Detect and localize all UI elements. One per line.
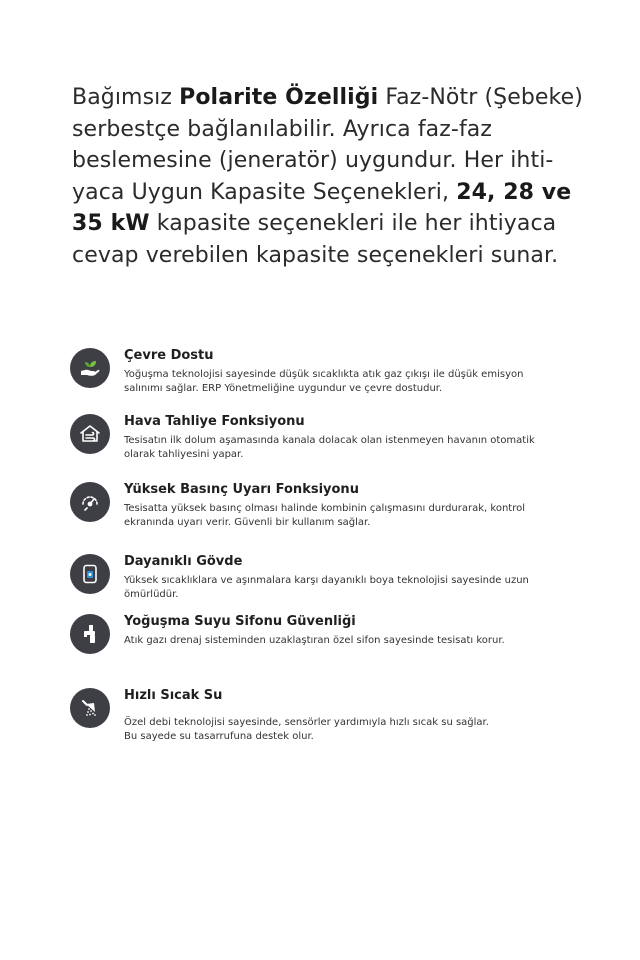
feature-description (124, 434, 604, 462)
feature-description-line: Bu sayede su tasarrufuna destek olur. (124, 731, 314, 742)
intro-line (72, 240, 612, 272)
feature-description-line: ekranında uyarı verir. Güvenli bir kullanım sağlar. (124, 517, 371, 528)
intro-paragraph (72, 82, 612, 271)
feature-title: Hızlı Sıcak Su (124, 688, 223, 703)
intro-bold-text: 35 kW (72, 211, 150, 236)
pressure-gauge-icon (70, 482, 110, 522)
intro-text: kapasite seçenekleri ile her ihtiyaca (149, 211, 557, 236)
feature-description-line: Yoğuşma teknolojisi sayesinde düşük sıcaklıkta atık gaz çıkışı ile düşük emisyon (124, 369, 524, 380)
feature-description (124, 502, 604, 530)
intro-line (72, 82, 612, 114)
feature-description (124, 368, 604, 396)
intro-line (72, 177, 612, 209)
feature-title: Yüksek Basınç Uyarı Fonksiyonu (124, 482, 359, 497)
feature-description-line: olarak tahliyesini yapar. (124, 449, 244, 460)
boiler-body-icon (70, 554, 110, 594)
feature-title: Çevre Dostu (124, 348, 214, 363)
siphon-pipe-icon (70, 614, 110, 654)
house-air-icon (70, 414, 110, 454)
feature-title: Hava Tahliye Fonksiyonu (124, 414, 305, 429)
feature-description-line: Yüksek sıcaklıklara ve aşınmalara karşı dayanıklı boya teknolojisi sayesinde uzun (124, 575, 529, 586)
intro-line (72, 114, 612, 146)
eco-hand-plant-icon (70, 348, 110, 388)
intro-text: cevap verebilen kapasite seçenekleri sunar. (72, 242, 559, 268)
intro-bold-text: Polarite Özelliği (179, 85, 379, 110)
intro-line (72, 208, 612, 240)
feature-description (124, 574, 604, 602)
feature-description-line: Tesisatta yüksek basınç olması halinde kombinin çalışmasını durdurarak, kontrol (124, 503, 525, 514)
feature-title: Dayanıklı Gövde (124, 554, 243, 569)
feature-description-line: ömürlüdür. (124, 589, 179, 600)
intro-text: Faz-Nötr (Şebeke) (378, 85, 583, 110)
intro-text: Bağımsız (72, 85, 180, 110)
feature-description-line: salınımı sağlar. ERP Yönetmeliğine uygundur ve çevre dostudur. (124, 383, 443, 394)
feature-description-line: Atık gazı drenaj sisteminden uzaklaştıran özel sifon sayesinde tesisatı korur. (124, 635, 505, 646)
intro-text: yaca Uygun Kapasite Seçenekleri, (72, 179, 457, 205)
feature-description (124, 716, 604, 744)
shower-head-icon (70, 688, 110, 728)
intro-text: serbestçe bağlanılabilir. Ayrıca faz-faz (72, 116, 493, 142)
feature-description (124, 634, 604, 648)
feature-description-line: Tesisatın ilk dolum aşamasında kanala dolacak olan istenmeyen havanın otomatik (124, 435, 535, 446)
intro-line (72, 145, 612, 177)
intro-bold-text: 24, 28 ve (456, 179, 572, 205)
intro-text: beslemesine (jeneratör) uygundur. Her ihti- (72, 148, 554, 173)
feature-description-line: Özel debi teknolojisi sayesinde, sensörler yardımıyla hızlı sıcak su sağlar. (124, 717, 489, 728)
feature-title: Yoğuşma Suyu Sifonu Güvenliği (124, 614, 356, 629)
